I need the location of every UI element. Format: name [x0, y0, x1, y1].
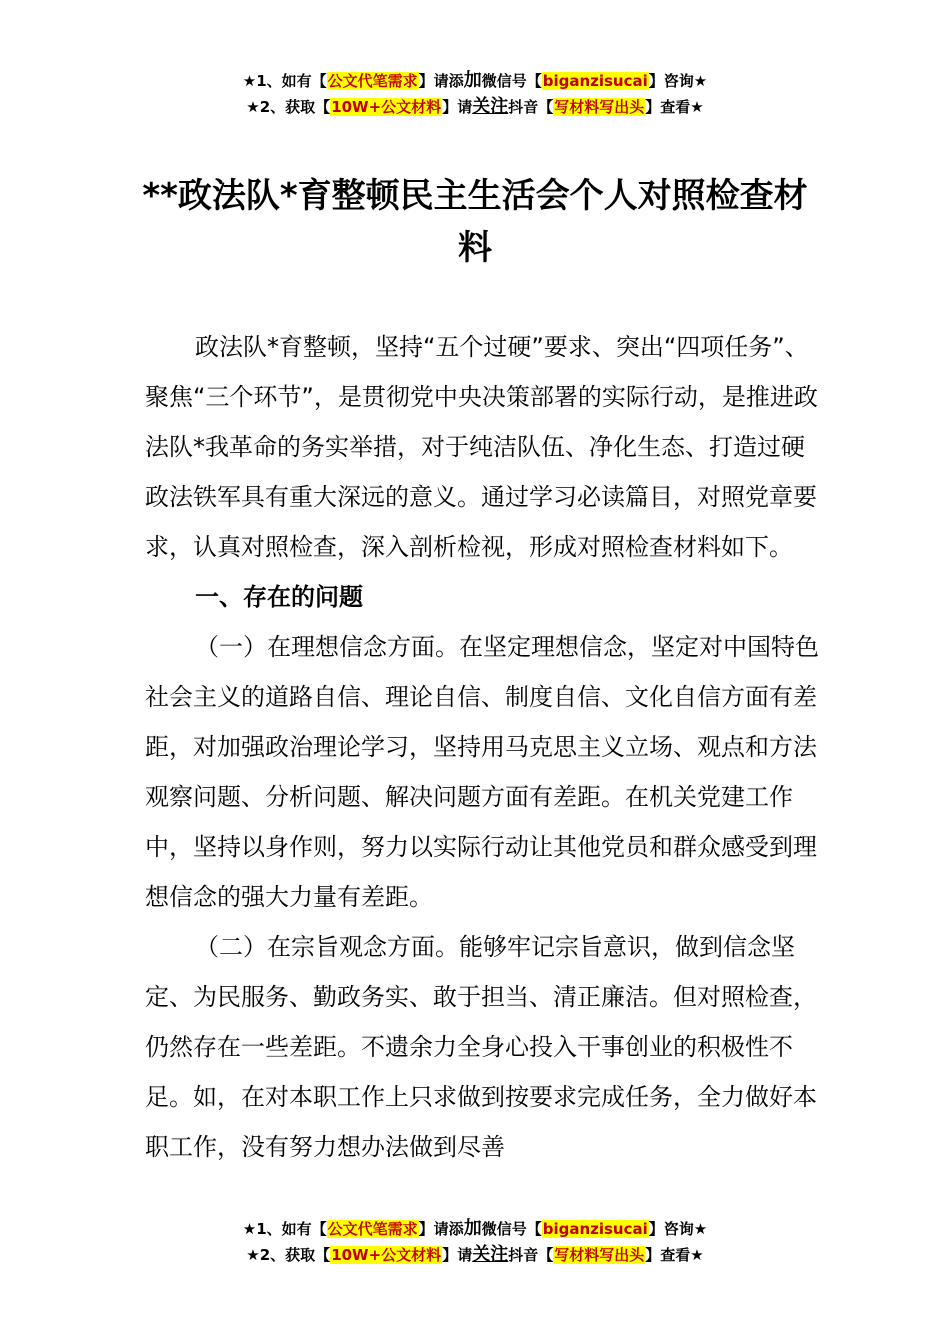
body-paragraph: （二）在宗旨观念方面。能够牢记宗旨意识，做到信念坚定、为民服务、勤政务实、敢于担当、清正廉洁。但对照检查，仍然存在一些差距。不遗余力全身心投入干事创业的积极性不足。如，在对本职工作上只求做到按要求完成任务，全力做好本职工作，没有努力想办法做到尽善: [145, 933, 817, 1161]
banner-highlight: 公文代笔需求: [327, 1220, 418, 1238]
banner-highlight: 10W+公文材料: [331, 98, 442, 116]
banner-emphasis: 加: [463, 70, 482, 91]
banner-text: 抖音【: [508, 98, 554, 116]
banner-highlight: 写材料写出头: [554, 1246, 645, 1264]
banner-highlight: 公文代笔需求: [327, 72, 418, 90]
banner-text: ★1、如有【: [242, 72, 327, 90]
banner-emphasis: 关注: [472, 96, 509, 117]
banner-highlight: biganzisucai: [542, 1220, 648, 1238]
top-promo-banner: [0, 68, 950, 120]
banner-text: 】请添: [418, 72, 464, 90]
banner-highlight: biganzisucai: [542, 72, 648, 90]
banner-highlight: 写材料写出头: [554, 98, 645, 116]
banner-text: 抖音【: [508, 1246, 554, 1264]
banner-line-2: [0, 1242, 950, 1268]
banner-text: ★2、获取【: [246, 98, 331, 116]
banner-text: 】请: [442, 98, 473, 116]
banner-text: 】咨询★: [648, 72, 708, 90]
banner-text: 】咨询★: [648, 1220, 708, 1238]
banner-text: ★2、获取【: [246, 1246, 331, 1264]
banner-emphasis: 关注: [472, 1244, 509, 1265]
banner-text: 】请: [442, 1246, 473, 1264]
banner-highlight: 10W+公文材料: [331, 1246, 442, 1264]
banner-text: 】查看★: [645, 98, 704, 116]
banner-text: 微信号【: [481, 72, 542, 90]
banner-line-1: [0, 68, 950, 94]
banner-line-2: [0, 94, 950, 120]
banner-text: 】查看★: [645, 1246, 704, 1264]
banner-emphasis: 加: [463, 1218, 482, 1239]
document-body: [145, 322, 820, 1172]
document-title: **政法队*育整顿民主生活会个人对照检查材料: [142, 176, 808, 268]
banner-text: ★1、如有【: [242, 1220, 327, 1238]
banner-text: 微信号【: [481, 1220, 542, 1238]
body-paragraph: （一）在理想信念方面。在坚定理想信念，坚定对中国特色社会主义的道路自信、理论自信、制度自信、文化自信方面有差距，对加强政治理论学习，坚持用马克思主义立场、观点和方法观察问题、分析问题、解决问题方面有差距。在机关党建工作中，坚持以身作则，努力以实际行动让其他党员和群众感受到理想信念的强大力量有差距。: [145, 633, 819, 911]
banner-line-1: [0, 1216, 950, 1242]
banner-text: 】请添: [418, 1220, 464, 1238]
bottom-promo-banner: [0, 1216, 950, 1268]
section-heading: 一、存在的问题: [195, 583, 363, 611]
intro-paragraph: 政法队*育整顿，坚持“五个过硬”要求、突出“四项任务”、聚焦“三个环节”，是贯彻党中央决策部署的实际行动，是推进政法队*我革命的务实举措，对于纯洁队伍、净化生态、打造过硬政法铁军具有重大深远的意义。通过学习必读篇目，对照党章要求，认真对照检查，深入剖析检视，形成对照检查材料如下。: [145, 333, 818, 561]
